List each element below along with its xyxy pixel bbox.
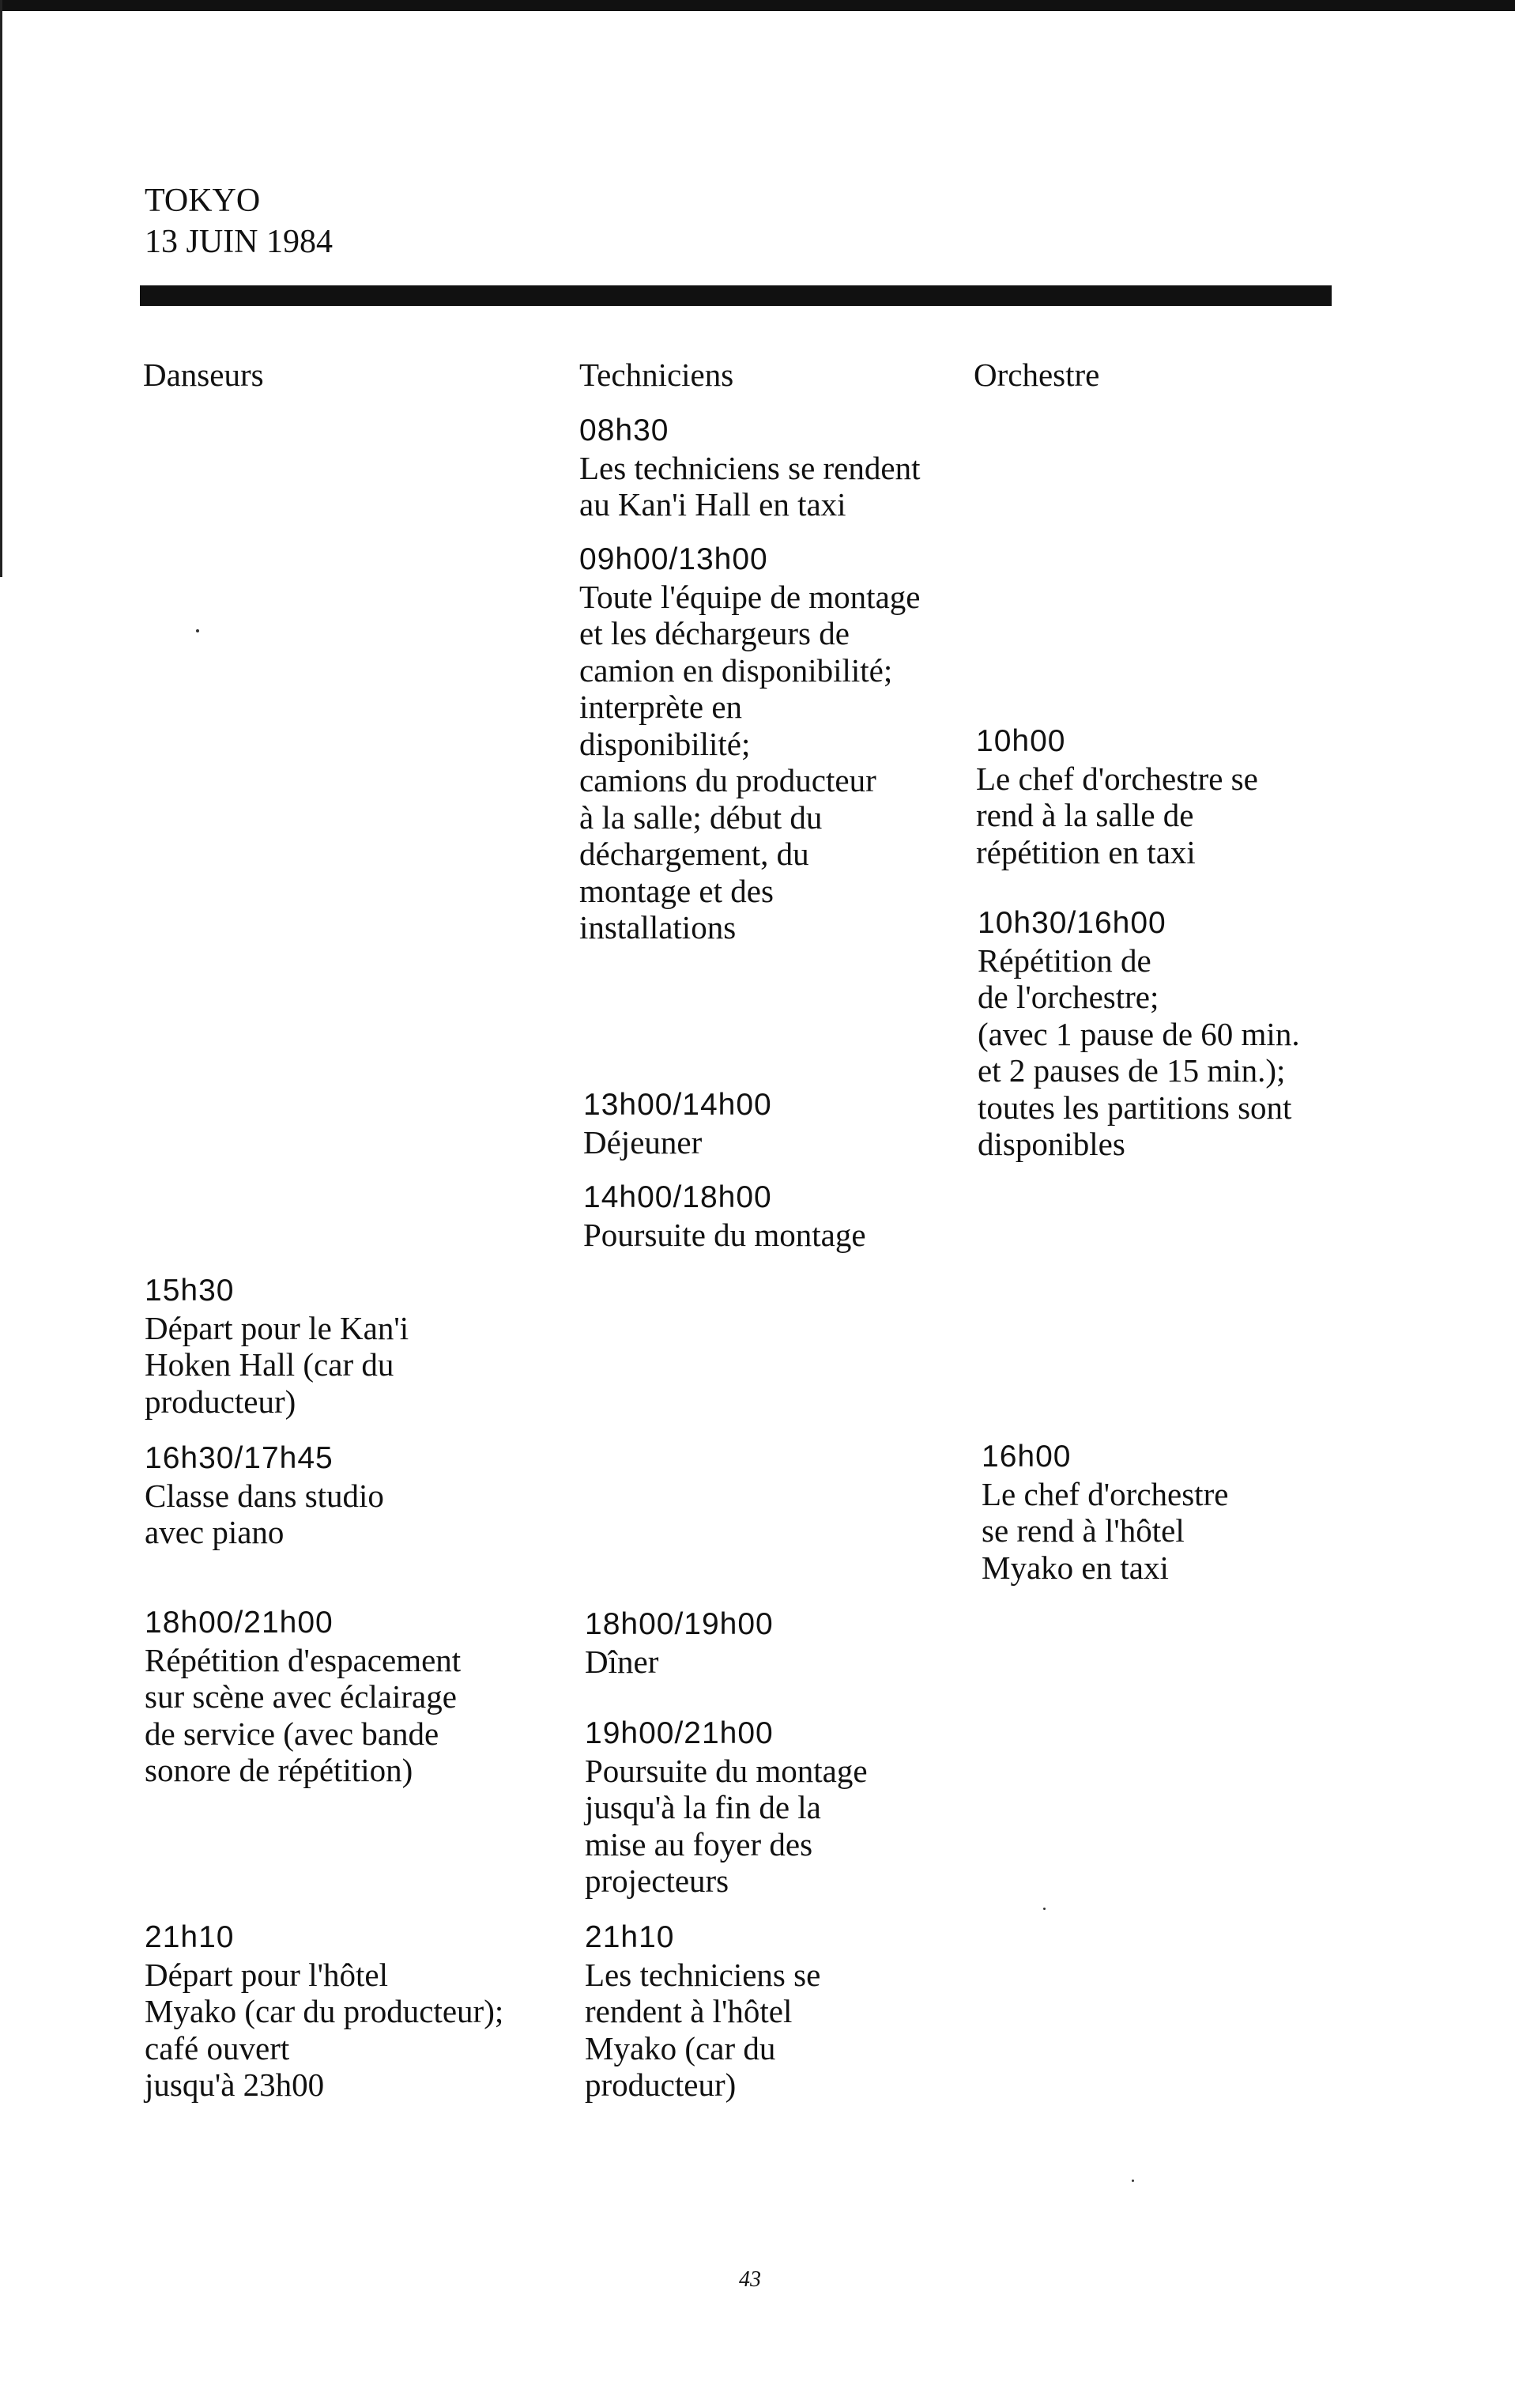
orchestra-entry [978,905,1420,1163]
entry-time: 09h00/13h00 [579,542,768,576]
entry-time: 14h00/18h00 [583,1180,772,1214]
entry-description: Toute l'équipe de montage et les déchargeurs de camion en disponibilité; interprète en disponibilité; camions du producteur à la salle; début du déchargement, du montage et des installations [579,578,921,945]
entry-time: 21h10 [585,1920,675,1954]
top-border-rule [0,0,1515,11]
entry-description: Poursuite du montage jusqu'à la fin de la mise au foyer des projecteurs [585,1752,868,1899]
entry-time: 08h30 [579,413,669,447]
entry-description: Déjeuner [583,1123,703,1161]
entry-time: 13h00/14h00 [583,1088,772,1122]
technicians-entry [585,1715,1027,1900]
entry-time: 16h30/17h45 [145,1441,334,1475]
city-title: TOKYO [145,183,261,219]
entry-time: 16h00 [982,1440,1072,1474]
entry-description: Les techniciens se rendent au Kan'i Hall en taxi [579,449,921,523]
dancers-entry [145,1273,587,1420]
orchestra-entry [976,723,1419,870]
entry-description: Poursuite du montage [583,1216,866,1253]
technicians-entry [585,1919,1027,2104]
technicians-entry [585,1606,1027,1680]
technicians-entry [583,1087,1026,1161]
page-number: 43 [739,2267,761,2292]
technicians-entry [579,542,1022,946]
entry-time: 18h00/21h00 [145,1606,334,1640]
entry-description: Départ pour le Kan'i Hoken Hall (car du producteur) [145,1309,409,1420]
column-heading-dancers: Danseurs [143,357,264,393]
entry-time: 19h00/21h00 [585,1716,774,1750]
left-border-rule [0,0,2,577]
technicians-entry [579,413,1022,523]
orchestra-entry [982,1439,1424,1586]
entry-time: 15h30 [145,1274,235,1308]
entry-description: Le chef d'orchestre se rend à la salle de répétition en taxi [976,760,1258,870]
entry-description: Les techniciens se rendent à l'hôtel Myako (car du producteur) [585,1956,821,2103]
scan-speck [196,629,199,632]
entry-time: 18h00/19h00 [585,1607,774,1641]
entry-time: 21h10 [145,1920,235,1954]
entry-description: Le chef d'orchestre se rend à l'hôtel Myako en taxi [982,1475,1229,1586]
header-divider-bar [140,285,1332,306]
entry-description: Départ pour l'hôtel Myako (car du producteur); café ouvert jusqu'à 23h00 [145,1956,504,2103]
entry-time: 10h00 [976,724,1066,758]
scan-speck [1132,2180,1134,2182]
dancers-entry [145,1605,587,1789]
date-title: 13 JUIN 1984 [145,224,333,260]
page-header [145,180,333,262]
technicians-entry [583,1179,1026,1253]
column-heading-orchestra: Orchestre [974,357,1100,393]
dancers-entry [145,1919,587,2104]
scan-speck [1043,1908,1046,1910]
entry-description: Répétition d'espacement sur scène avec éclairage de service (avec bande sonore de répétition) [145,1641,462,1788]
entry-description: Classe dans studio avec piano [145,1477,384,1550]
column-heading-technicians: Techniciens [579,357,734,393]
entry-description: Répétition de de l'orchestre; (avec 1 pause de 60 min. et 2 pauses de 15 min.); toutes les partitions sont disponibles [978,942,1300,1162]
dancers-entry [145,1440,587,1551]
entry-time: 10h30/16h00 [978,906,1166,940]
entry-description: Dîner [585,1643,659,1680]
